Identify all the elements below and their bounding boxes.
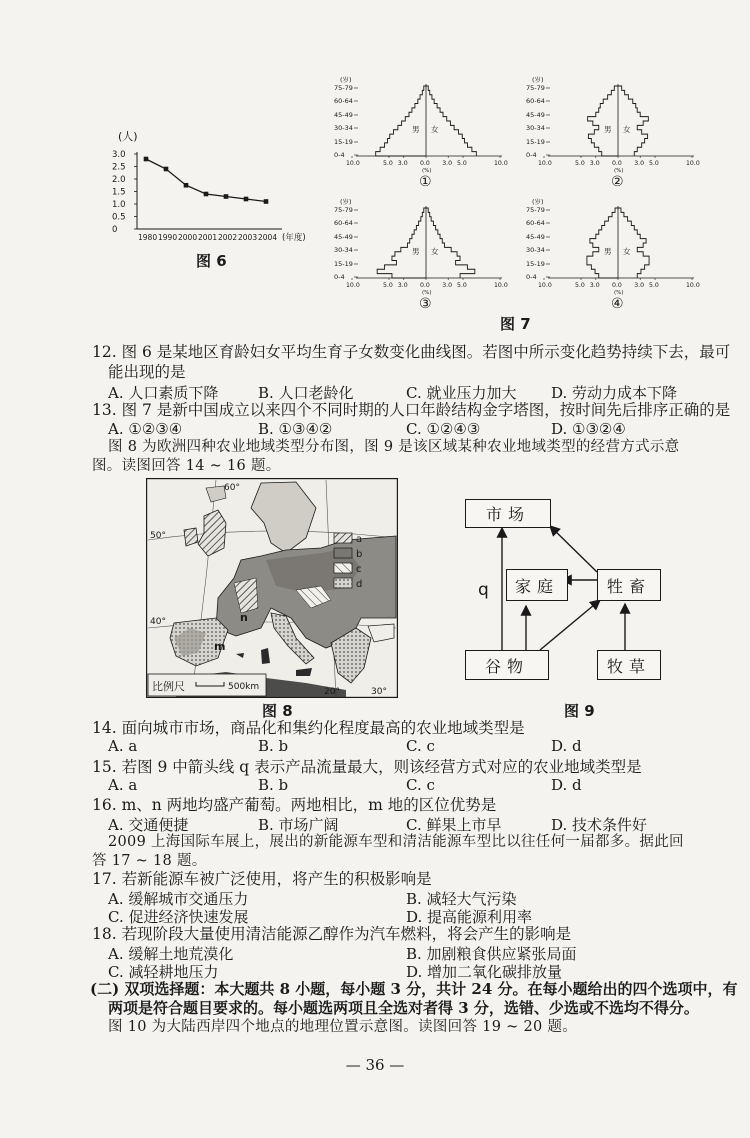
pyr4-age-3: 30-34 (526, 246, 545, 254)
pyr2-age-1: 60-64 (526, 97, 545, 105)
intro-17-18-line2: 答 17 ~ 18 题。 (92, 853, 207, 869)
fig6-point-2000 (184, 183, 189, 188)
fig6-point-2001 (204, 192, 209, 197)
pyr4-age-1: 60-64 (526, 219, 545, 227)
pyr3-female: 女 (431, 247, 439, 256)
fig6-ytick-0: 3.0 (112, 150, 126, 160)
fig6-ytick-5: 0.5 (112, 212, 126, 223)
q12-option-b[interactable]: B. 人口老龄化 (258, 384, 354, 402)
q13-stem: 13. 图 7 是新中国成立以来四个不同时期的人口年龄结构金字塔图，按时间先后排序正确的是 (92, 401, 731, 419)
pyr2-age-2: 45-49 (526, 111, 545, 119)
q16-option-b[interactable]: B. 市场广阔 (258, 816, 339, 834)
pyr1-xtick-2: 3.0 (397, 160, 408, 167)
fig6-ytick-3: 1.5 (112, 187, 126, 198)
pyr4-xtick-1: 5.0 (575, 282, 585, 289)
pyr3-age-unit: (岁) (340, 198, 352, 206)
pyr4-xtick-0: 10.0 (538, 282, 552, 289)
map-lat-50: 50° (150, 531, 166, 541)
fig6-point-2003 (244, 197, 249, 202)
pyr4-age-2: 45-49 (526, 233, 545, 241)
q12-stem-line1: 12. 图 6 是某地区育龄妇女平均生育子女数变化曲线图。若图中所示变化趋势持续下去，最可 (92, 343, 731, 361)
q13-option-b[interactable]: B. ①③④② (258, 420, 333, 438)
pyr3-age-4: 15-19 (334, 260, 353, 268)
section2-line2: 两项是符合题目要求的。每小题选两项且全选对者得 3 分，选错、少选或不选均不得分。 (108, 999, 699, 1017)
q14-stem: 14. 面向城市市场，商品化和集约化程度最高的农业地域类型是 (92, 719, 525, 737)
section2-line1: (二) 双项选择题：本大题共 8 小题，每小题 3 分，共计 24 分。在每小题给出的四个选项中，有 (90, 980, 738, 998)
pyr1-x-unit: (%) (422, 168, 432, 174)
pyr2-male: 男 (604, 125, 612, 134)
pyramid-3 (334, 197, 508, 312)
pyr4-xtick-6: 10.0 (686, 282, 700, 289)
pyr4-xtick-5: 5.0 (649, 282, 659, 289)
legend-c: c (356, 564, 362, 575)
q16-stem: 16. m、n 两地均盛产葡萄。两地相比，m 地的区位优势是 (92, 796, 497, 814)
fig7-caption: 图 7 (500, 315, 531, 333)
q18-option-a[interactable]: A. 缓解土地荒漠化 (108, 945, 234, 963)
pyr2-age-5: 0-4 (526, 151, 537, 159)
page-number: — 36 — (345, 1056, 405, 1074)
fig9-pasture-box: 牧草 (597, 650, 661, 680)
fig6-xtick-1980: 1980 (138, 233, 158, 242)
map-lon-30: 30° (371, 687, 387, 697)
q13-option-a[interactable]: A. ①②③④ (108, 420, 183, 438)
fig6-chart (110, 128, 310, 253)
pyr1-age-0: 75-79 (334, 84, 353, 92)
pyr4-xtick-2: 3.0 (589, 282, 600, 289)
q13-option-c[interactable]: C. ①②④③ (406, 420, 481, 438)
fig7-pyramids (318, 70, 720, 330)
pyr4-age-4: 15-19 (526, 260, 545, 268)
pyr4-xtick-4: 3.0 (634, 282, 645, 289)
q18-option-d[interactable]: D. 增加二氧化碳排放量 (406, 963, 563, 981)
fig6-ytick-4: 1.0 (112, 200, 126, 210)
pyr1-age-unit: (岁) (340, 76, 352, 84)
fig6-xtick-2000: 2000 (178, 233, 198, 242)
pyr2-age-unit: (岁) (532, 76, 544, 84)
fig9-arrow-q-label: q (478, 580, 489, 600)
pyr3-xtick-3: 0.0 (420, 282, 430, 289)
map-lat-40: 40° (150, 617, 166, 627)
q12-stem-line2: 能出现的是 (108, 363, 186, 381)
fig6-ytick-1: 2.5 (112, 162, 126, 173)
map-label-m: m (214, 640, 226, 653)
fig9-caption: 图 9 (564, 702, 595, 720)
pyramid-1 (334, 75, 508, 190)
fig8-europe-map (146, 478, 398, 698)
pyr1-age-1: 60-64 (334, 97, 353, 105)
q14-option-c[interactable]: C. c (406, 737, 435, 755)
pyr3-panel-label: ③ (419, 296, 432, 312)
q14-option-b[interactable]: B. b (258, 737, 289, 755)
intro-14-16-line2: 图。读图回答 14 ~ 16 题。 (92, 458, 281, 474)
q16-option-a[interactable]: A. 交通便捷 (108, 816, 189, 834)
pyr3-age-1: 60-64 (334, 219, 353, 227)
pyr3-age-5: 0-4 (334, 273, 345, 281)
fig6-y-unit: (人) (118, 130, 138, 143)
fig6-xtick-2003: 2003 (238, 233, 258, 242)
pyr2-age-3: 30-34 (526, 124, 545, 132)
pyr1-xtick-5: 5.0 (457, 160, 467, 167)
fig9-market-box: 市场 (465, 499, 551, 528)
map-lat-60: 60° (224, 483, 240, 493)
fig6-point-1980 (144, 157, 149, 162)
fig6-xtick-2004: 2004 (258, 233, 278, 242)
pyr2-xtick-0: 10.0 (538, 160, 552, 167)
q14-option-d[interactable]: D. d (551, 737, 582, 755)
pyr1-age-2: 45-49 (334, 111, 353, 119)
pyr2-age-4: 15-19 (526, 138, 545, 146)
pyr4-x-unit: (%) (614, 290, 624, 296)
pyr1-xtick-0: 10.0 (346, 160, 360, 167)
pyr3-xtick-6: 10.0 (494, 282, 508, 289)
pyr2-female: 女 (623, 125, 631, 134)
pyr3-xtick-0: 10.0 (346, 282, 360, 289)
q17-option-d[interactable]: D. 提高能源利用率 (406, 908, 533, 926)
fig6-point-2002 (224, 194, 229, 199)
legend-b: b (356, 549, 363, 560)
fig9-family-box: 家庭 (506, 569, 568, 601)
q18-option-c[interactable]: C. 减轻耕地压力 (108, 963, 219, 981)
q17-option-c[interactable]: C. 促进经济快速发展 (108, 908, 249, 926)
pyramid-2 (526, 75, 700, 190)
pyr1-age-5: 0-4 (334, 151, 345, 159)
q17-option-b[interactable]: B. 减轻大气污染 (406, 890, 517, 908)
pyr2-age-0: 75-79 (526, 84, 545, 92)
q15-stem: 15. 若图 9 中箭头线 q 表示产品流量最大，则该经营方式对应的农业地域类型是 (92, 758, 642, 776)
pyr1-xtick-1: 5.0 (383, 160, 393, 167)
pyr2-xtick-4: 3.0 (634, 160, 645, 167)
pyramid-4 (526, 197, 700, 312)
q12-option-d[interactable]: D. 劳动力成本下降 (551, 384, 678, 402)
intro-19-20-line1: 图 10 为大陆西岸四个地点的地理位置示意图。读图回答 19 ~ 20 题。 (108, 1019, 578, 1035)
pyr4-xtick-3: 0.0 (612, 282, 622, 289)
pyr4-female: 女 (623, 247, 631, 256)
pyr2-xtick-3: 0.0 (612, 160, 622, 167)
fig6-xtick-2002: 2002 (218, 233, 238, 242)
q14-option-a[interactable]: A. a (108, 737, 138, 755)
fig6-ytick-2: 2.0 (112, 175, 126, 185)
pyr1-female: 女 (431, 125, 439, 134)
pyr3-x-unit: (%) (422, 290, 432, 296)
map-lon-20: 20° (324, 687, 340, 697)
fig6-point-2004 (264, 199, 269, 204)
pyr4-age-0: 75-79 (526, 206, 545, 214)
q12-option-c[interactable]: C. 就业压力加大 (406, 384, 517, 402)
fig6-xtick-2001: 2001 (198, 233, 218, 242)
pyr4-panel-label: ④ (611, 296, 624, 312)
q17-option-a[interactable]: A. 缓解城市交通压力 (108, 890, 249, 908)
q13-option-d[interactable]: D. ①③②④ (551, 420, 626, 438)
pyr1-xtick-6: 10.0 (494, 160, 508, 167)
intro-17-18-line1: 2009 上海国际车展上，展出的新能源车型和清洁能源车型比以往任何一届都多。据此回 (108, 834, 684, 850)
pyr2-xtick-1: 5.0 (575, 160, 585, 167)
pyr2-panel-label: ② (611, 174, 624, 190)
q17-stem: 17. 若新能源车被广泛使用，将产生的积极影响是 (92, 870, 432, 888)
pyr4-male: 男 (604, 247, 612, 256)
fig6-x-unit: (年度) (282, 233, 306, 243)
pyr4-age-unit: (岁) (532, 198, 544, 206)
intro-14-16-line1: 图 8 为欧洲四种农业地域类型分布图，图 9 是该区域某种农业地域类型的经营方式示意 (108, 439, 680, 455)
fig9-grain-box: 谷物 (465, 650, 549, 680)
fig6-xtick-1990: 1990 (158, 233, 178, 242)
legend-a: a (356, 534, 363, 545)
pyr3-xtick-2: 3.0 (397, 282, 408, 289)
pyr3-age-0: 75-79 (334, 206, 353, 214)
q16-option-d[interactable]: D. 技术条件好 (551, 816, 648, 834)
q15-option-b[interactable]: B. b (258, 776, 289, 794)
pyr1-xtick-4: 3.0 (442, 160, 453, 167)
pyr3-age-2: 45-49 (334, 233, 353, 241)
q18-stem: 18. 若现阶段大量使用清洁能源乙醇作为汽车燃料，将会产生的影响是 (92, 925, 572, 943)
pyr3-age-3: 30-34 (334, 246, 353, 254)
q12-option-a[interactable]: A. 人口素质下降 (108, 384, 219, 402)
map-scale-label: 比例尺 (152, 680, 185, 693)
fig6-point-1990 (164, 167, 169, 172)
q15-option-d[interactable]: D. d (551, 776, 582, 794)
pyr2-x-unit: (%) (614, 168, 624, 174)
pyr1-age-4: 15-19 (334, 138, 353, 146)
pyr1-age-3: 30-34 (334, 124, 353, 132)
q18-option-b[interactable]: B. 加剧粮食供应紧张局面 (406, 945, 577, 963)
pyr1-male: 男 (412, 125, 420, 134)
pyr1-panel-label: ① (419, 174, 432, 190)
pyr3-xtick-1: 5.0 (383, 282, 393, 289)
map-scale-value: 500km (228, 682, 260, 692)
fig6-caption: 图 6 (196, 252, 227, 270)
pyr3-xtick-4: 3.0 (442, 282, 453, 289)
pyr3-xtick-5: 5.0 (457, 282, 467, 289)
map-label-n: n (240, 611, 248, 624)
q16-option-c[interactable]: C. 鲜果上市早 (406, 816, 502, 834)
q15-option-a[interactable]: A. a (108, 776, 138, 794)
fig9-livestock-box: 牲畜 (597, 569, 661, 601)
legend-d: d (356, 579, 363, 590)
fig6-ytick-6: 0 (112, 225, 118, 235)
fig8-caption: 图 8 (262, 702, 293, 720)
pyr1-xtick-3: 0.0 (420, 160, 430, 167)
pyr2-xtick-2: 3.0 (589, 160, 600, 167)
pyr2-xtick-6: 10.0 (686, 160, 700, 167)
pyr2-xtick-5: 5.0 (649, 160, 659, 167)
q15-option-c[interactable]: C. c (406, 776, 435, 794)
pyr4-age-5: 0-4 (526, 273, 537, 281)
pyr3-male: 男 (412, 247, 420, 256)
